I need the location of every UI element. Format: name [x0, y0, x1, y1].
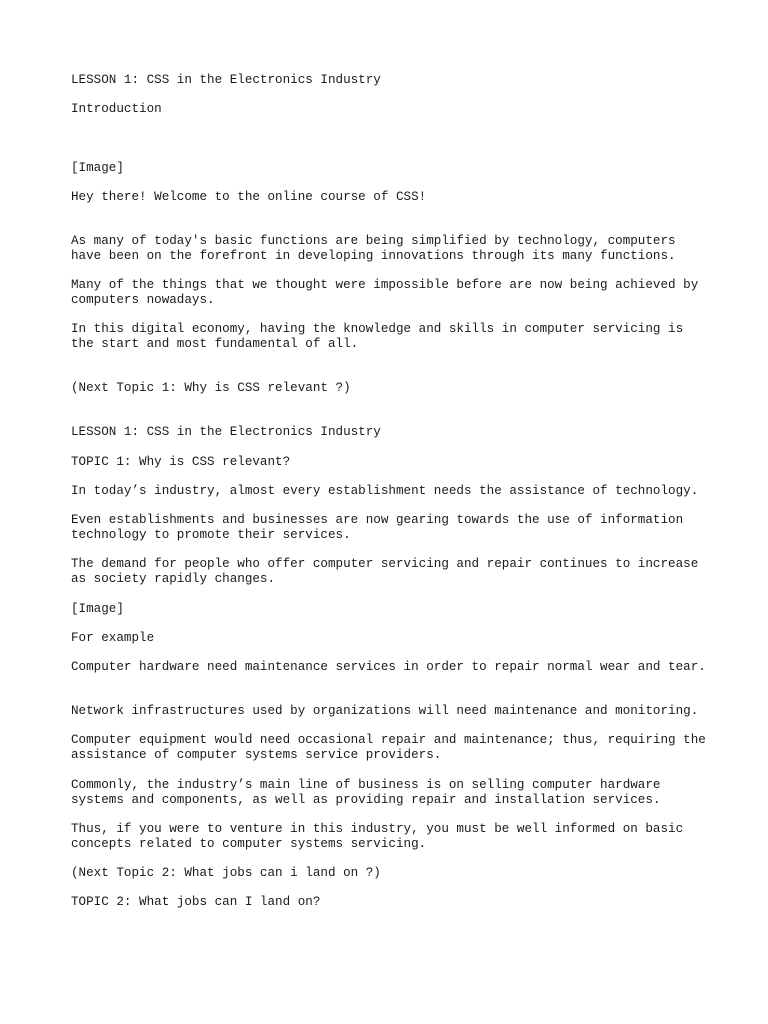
- welcome-text: Hey there! Welcome to the online course of CSS!: [71, 190, 427, 204]
- paragraph: Network infrastructures used by organizations will need maintenance and monitoring.: [71, 704, 699, 718]
- topic-heading: TOPIC 2: What jobs can I land on?: [71, 895, 321, 909]
- paragraph: Computer hardware need maintenance services in order to repair normal wear and tear.: [71, 660, 706, 674]
- introduction-label: Introduction: [71, 102, 162, 116]
- paragraph: Computer equipment would need occasional repair and maintenance; thus, requiring the assistance of computer systems service providers.: [71, 733, 714, 762]
- topic-heading: TOPIC 1: Why is CSS relevant?: [71, 455, 291, 469]
- paragraph: Commonly, the industry’s main line of business is on selling computer hardware systems and components, as well as providing repair and installation services.: [71, 778, 669, 807]
- paragraph: As many of today's basic functions are being simplified by technology, computers have been on the forefront in developing innovations through its many functions.: [71, 234, 684, 263]
- paragraph: Even establishments and businesses are now gearing towards the use of information technology to promote their services.: [71, 513, 691, 542]
- paragraph: Thus, if you were to venture in this industry, you must be well informed on basic concepts related to computer systems servicing.: [71, 822, 691, 851]
- paragraph: The demand for people who offer computer servicing and repair continues to increase as society rapidly changes.: [71, 557, 706, 586]
- next-topic-note: (Next Topic 1: Why is CSS relevant ?): [71, 381, 351, 395]
- paragraph: Many of the things that we thought were impossible before are now being achieved by computers nowadays.: [71, 278, 706, 307]
- image-placeholder: [Image]: [71, 602, 124, 616]
- lesson-heading: LESSON 1: CSS in the Electronics Industry: [71, 73, 381, 87]
- for-example-label: For example: [71, 631, 155, 645]
- paragraph: In today’s industry, almost every establishment needs the assistance of technology.: [71, 484, 699, 498]
- lesson-heading: LESSON 1: CSS in the Electronics Industry: [71, 425, 381, 439]
- image-placeholder: [Image]: [71, 161, 124, 175]
- next-topic-note: (Next Topic 2: What jobs can i land on ?): [71, 866, 381, 880]
- paragraph: In this digital economy, having the knowledge and skills in computer servicing is the start and most fundamental of all.: [71, 322, 691, 351]
